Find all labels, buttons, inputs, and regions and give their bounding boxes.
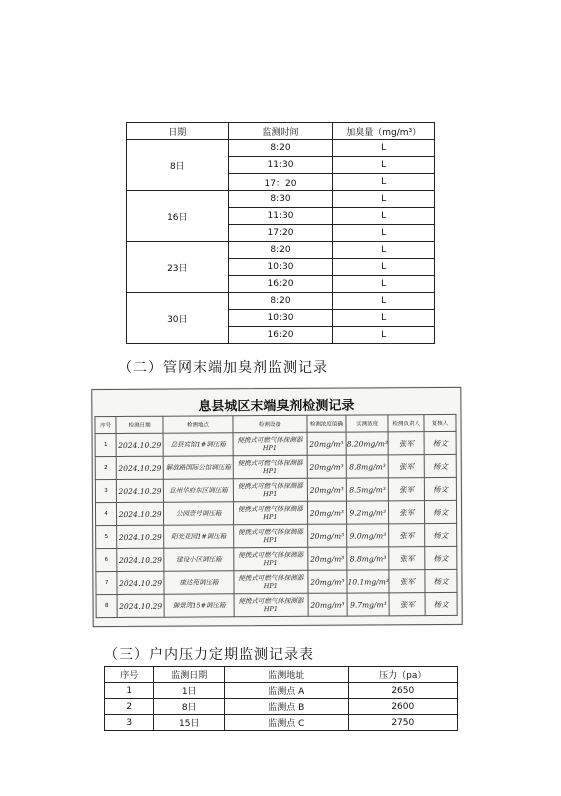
column-header: 监测地址 xyxy=(225,667,349,683)
table-cell: 2 xyxy=(95,456,116,479)
table-cell: 9.7mg/m³ xyxy=(347,593,389,616)
table-cell: 20mg/m³ xyxy=(307,570,347,593)
time-cell: 8:20 xyxy=(228,242,333,259)
table-row xyxy=(127,191,435,208)
table-header-row xyxy=(127,123,435,140)
dosage-cell: L xyxy=(333,157,435,174)
dosage-cell: L xyxy=(333,191,435,208)
dosage-cell: L xyxy=(333,242,435,259)
dosage-cell: L xyxy=(333,259,435,276)
table-cell: 20mg/m³ xyxy=(307,478,347,501)
table-cell: 便携式可燃气体探测器HP1 xyxy=(234,524,308,547)
table-cell: 8 xyxy=(96,594,117,617)
table-cell: 2024.10.29 xyxy=(117,571,164,594)
table-cell: 监测点 C xyxy=(225,715,349,731)
section2-heading: （二）管网末端加臭剂监测记录 xyxy=(118,360,328,376)
time-cell: 16:20 xyxy=(228,276,333,293)
table-cell: 2024.10.29 xyxy=(116,433,163,456)
table-cell: 6 xyxy=(96,548,117,571)
table-cell: 杨文 xyxy=(425,592,457,615)
time-cell: 8:20 xyxy=(228,293,333,310)
table-cell: 张军 xyxy=(389,478,425,501)
column-header: 序号 xyxy=(105,667,154,683)
table-cell: 建设小区调压箱 xyxy=(164,548,234,571)
table-cell: 4 xyxy=(95,502,116,525)
table-cell: 便携式可燃气体探测器HP1 xyxy=(233,455,307,478)
column-header: 监测时间 xyxy=(228,123,333,140)
time-cell: 10:30 xyxy=(228,259,333,276)
table-cell: 20mg/m³ xyxy=(307,547,347,570)
table-cell: 2024.10.29 xyxy=(117,525,164,548)
table-cell: 杨文 xyxy=(424,477,456,500)
date-cell: 30日 xyxy=(127,293,229,344)
table-cell: 8.20mg/m³ xyxy=(346,432,388,455)
table-cell: 阳光花园1#调压箱 xyxy=(164,525,234,548)
indoor-pressure-table xyxy=(104,666,458,731)
date-cell: 16日 xyxy=(127,191,229,242)
table-cell: 2024.10.29 xyxy=(116,456,163,479)
dosage-cell: L xyxy=(333,327,435,344)
table-cell: 15日 xyxy=(154,715,225,731)
table-cell: 公园壹号调压箱 xyxy=(163,502,233,525)
table-cell: 2600 xyxy=(348,699,457,715)
dosage-cell: L xyxy=(333,310,435,327)
column-header: 检测日期 xyxy=(116,416,163,433)
table-cell: 10.1mg/m³ xyxy=(347,570,389,593)
table-row xyxy=(96,569,457,594)
table-row xyxy=(96,523,457,548)
dosage-cell: L xyxy=(333,208,435,225)
table-row xyxy=(95,477,456,502)
table-cell: 20mg/m³ xyxy=(307,501,347,524)
table-row xyxy=(105,683,458,699)
dosage-cell: L xyxy=(333,225,435,242)
table-cell: 便携式可燃气体探测器HP1 xyxy=(234,501,308,524)
table-row xyxy=(95,500,456,525)
table-cell: 5 xyxy=(96,525,117,548)
table-cell: 便携式可燃气体探测器HP1 xyxy=(233,432,307,455)
table-cell: 2650 xyxy=(348,683,457,699)
table-cell: 息州华府东区调压箱 xyxy=(163,479,233,502)
table-cell: 2024.10.29 xyxy=(117,502,164,525)
table-cell: 20mg/m³ xyxy=(307,524,347,547)
table-cell: 康达苑调压箱 xyxy=(164,571,234,594)
table-cell: 监测点 B xyxy=(225,699,349,715)
table-cell: 便携式可燃气体探测器HP1 xyxy=(234,570,308,593)
table-cell: 张军 xyxy=(389,455,425,478)
column-header: 复核人 xyxy=(424,414,456,431)
table-cell: 张军 xyxy=(388,432,424,455)
section3-heading: （三）户内压力定期监测记录表 xyxy=(104,647,314,663)
column-header: 检测浓度值确 xyxy=(307,415,347,432)
table-row xyxy=(127,293,435,310)
time-cell: 17:20 xyxy=(228,225,333,242)
table-cell: 1 xyxy=(95,433,116,456)
table-cell: 张军 xyxy=(389,524,425,547)
date-cell: 23日 xyxy=(127,242,229,293)
dosage-cell: L xyxy=(333,276,435,293)
endpoint-odorant-table xyxy=(94,414,457,618)
table-cell: 张军 xyxy=(389,593,425,616)
table-cell: 9.0mg/m³ xyxy=(347,524,389,547)
time-cell: 10:30 xyxy=(228,310,333,327)
column-header: 监测日期 xyxy=(154,667,225,683)
table-cell: 8.5mg/m³ xyxy=(346,478,388,501)
table-row xyxy=(127,242,435,259)
table-row xyxy=(96,546,457,571)
table-cell: 杨文 xyxy=(424,454,456,477)
table-cell: 20mg/m³ xyxy=(307,432,347,455)
table-cell: 8.8mg/m³ xyxy=(347,547,389,570)
column-header: 日期 xyxy=(127,123,229,140)
table-cell: 8日 xyxy=(154,699,225,715)
table-cell: 8.8mg/m³ xyxy=(346,455,388,478)
table-cell: 20mg/m³ xyxy=(307,455,347,478)
table-cell: 杨文 xyxy=(425,500,457,523)
table-cell: 息县宾馆1#调压箱 xyxy=(163,433,233,456)
table-row xyxy=(105,715,458,731)
time-cell: 8:20 xyxy=(228,140,333,157)
table-cell: 7 xyxy=(96,571,117,594)
table-header-row xyxy=(105,667,458,683)
column-header: 检测地点 xyxy=(163,416,233,433)
time-cell: 11:30 xyxy=(228,208,333,225)
table-cell: 20mg/m³ xyxy=(308,593,348,616)
table-cell: 杨文 xyxy=(425,523,457,546)
scanned-record-image xyxy=(91,387,462,627)
table-cell: 2024.10.29 xyxy=(117,594,164,617)
dosage-cell: L xyxy=(333,293,435,310)
table-cell: 2750 xyxy=(348,715,457,731)
table-row xyxy=(105,699,458,715)
table-cell: 解放路国际公馆调压箱 xyxy=(163,456,233,479)
table-cell: 9.2mg/m³ xyxy=(347,501,389,524)
table-cell: 3 xyxy=(105,715,154,731)
table-cell: 杨文 xyxy=(424,431,456,454)
table-cell: 张军 xyxy=(389,547,425,570)
table-cell: 御景湾15#调压箱 xyxy=(164,594,234,617)
table-row xyxy=(95,454,456,479)
table-row xyxy=(95,431,456,456)
column-header: 实测浓度 xyxy=(346,415,388,432)
table-cell: 杨文 xyxy=(425,569,457,592)
column-header: 检测负责人 xyxy=(388,415,424,432)
column-header: 序号 xyxy=(95,416,116,433)
column-header: 加臭量（mg/m³） xyxy=(333,123,435,140)
dosage-cell: L xyxy=(333,174,435,191)
time-cell: 16:20 xyxy=(228,327,333,344)
table-header-row xyxy=(95,414,456,433)
table-row xyxy=(127,140,435,157)
table-cell: 2024.10.29 xyxy=(117,479,164,502)
table-cell: 2 xyxy=(105,699,154,715)
table-cell: 1 xyxy=(105,683,154,699)
scan-title: 息县城区末端臭剂检测记录 xyxy=(198,398,355,415)
table-cell: 监测点 A xyxy=(225,683,349,699)
column-header: 压力（pa） xyxy=(348,667,457,683)
table-cell: 便携式可燃气体探测器HP1 xyxy=(234,593,308,616)
time-cell: 8:30 xyxy=(228,191,333,208)
time-cell: 11:30 xyxy=(228,157,333,174)
dosage-cell: L xyxy=(333,140,435,157)
date-cell: 8日 xyxy=(127,140,229,191)
column-header: 检测设备 xyxy=(233,415,307,432)
table-cell: 张军 xyxy=(389,570,425,593)
table-cell: 便携式可燃气体探测器HP1 xyxy=(234,547,308,570)
table-cell: 张军 xyxy=(389,501,425,524)
table-cell: 便携式可燃气体探测器HP1 xyxy=(233,478,307,501)
table-cell: 1日 xyxy=(154,683,225,699)
table-cell: 杨文 xyxy=(425,546,457,569)
table-row xyxy=(96,592,457,617)
time-cell: 17：20 xyxy=(228,174,333,191)
table-cell: 3 xyxy=(95,479,116,502)
table-cell: 2024.10.29 xyxy=(117,548,164,571)
odorant-dosage-table xyxy=(126,122,435,344)
